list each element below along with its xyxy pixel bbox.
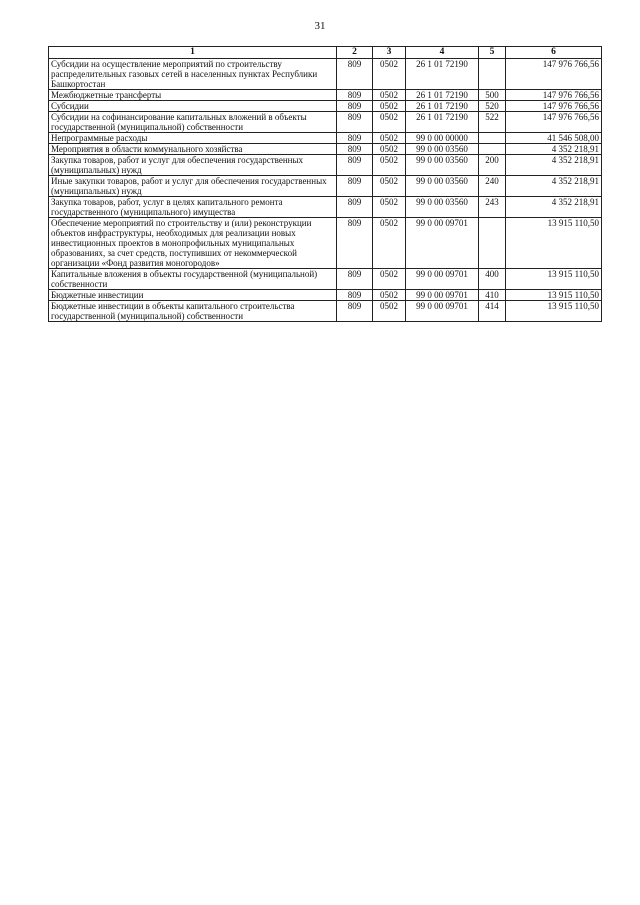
cell-department: 809 <box>337 59 373 90</box>
cell-section: 0502 <box>373 155 406 176</box>
cell-section: 0502 <box>373 112 406 133</box>
cell-department: 809 <box>337 176 373 197</box>
cell-expense-type: 400 <box>479 269 506 290</box>
cell-department: 809 <box>337 90 373 101</box>
cell-target-article: 99 0 00 03560 <box>406 155 479 176</box>
cell-section: 0502 <box>373 218 406 269</box>
table-row <box>49 90 602 101</box>
cell-name: Субсидии <box>49 101 337 112</box>
cell-section: 0502 <box>373 90 406 101</box>
cell-name: Закупка товаров, работ и услуг для обеспечения государственных (муниципальных) нужд <box>49 155 337 176</box>
cell-section: 0502 <box>373 290 406 301</box>
cell-expense-type: 522 <box>479 112 506 133</box>
cell-name: Субсидии на осуществление мероприятий по строительству распределительных газовых сетей в населенных пунктах Республики Башкортостан <box>49 59 337 90</box>
cell-target-article: 99 0 00 09701 <box>406 218 479 269</box>
cell-name: Межбюджетные трансферты <box>49 90 337 101</box>
cell-expense-type <box>479 218 506 269</box>
cell-target-article: 26 1 01 72190 <box>406 112 479 133</box>
cell-department: 809 <box>337 112 373 133</box>
cell-amount: 147 976 766,56 <box>506 59 602 90</box>
header-col-5: 5 <box>479 47 506 59</box>
cell-department: 809 <box>337 101 373 112</box>
cell-name: Закупка товаров, работ, услуг в целях капитального ремонта государственного (муниципального) имущества <box>49 197 337 218</box>
table-row <box>49 101 602 112</box>
cell-expense-type: 240 <box>479 176 506 197</box>
cell-expense-type <box>479 144 506 155</box>
cell-amount: 13 915 110,50 <box>506 218 602 269</box>
cell-amount: 4 352 218,91 <box>506 176 602 197</box>
cell-section: 0502 <box>373 101 406 112</box>
page-number: 31 <box>314 20 326 32</box>
cell-target-article: 99 0 00 03560 <box>406 197 479 218</box>
cell-department: 809 <box>337 133 373 144</box>
table-row <box>49 197 602 218</box>
cell-amount: 147 976 766,56 <box>506 101 602 112</box>
cell-target-article: 99 0 00 03560 <box>406 176 479 197</box>
table-row <box>49 290 602 301</box>
header-col-6: 6 <box>506 47 602 59</box>
cell-department: 809 <box>337 218 373 269</box>
table-row <box>49 218 602 269</box>
cell-target-article: 99 0 00 03560 <box>406 144 479 155</box>
cell-department: 809 <box>337 269 373 290</box>
cell-department: 809 <box>337 144 373 155</box>
cell-expense-type: 200 <box>479 155 506 176</box>
header-col-3: 3 <box>373 47 406 59</box>
cell-section: 0502 <box>373 59 406 90</box>
cell-section: 0502 <box>373 269 406 290</box>
cell-amount: 147 976 766,56 <box>506 112 602 133</box>
cell-amount: 4 352 218,91 <box>506 155 602 176</box>
cell-amount: 13 915 110,50 <box>506 290 602 301</box>
cell-amount: 147 976 766,56 <box>506 90 602 101</box>
cell-expense-type <box>479 133 506 144</box>
cell-amount: 13 915 110,50 <box>506 301 602 322</box>
header-col-1: 1 <box>49 47 337 59</box>
table-row <box>49 144 602 155</box>
cell-name: Непрограммные расходы <box>49 133 337 144</box>
cell-expense-type: 243 <box>479 197 506 218</box>
header-col-4: 4 <box>406 47 479 59</box>
cell-expense-type: 414 <box>479 301 506 322</box>
table-row <box>49 176 602 197</box>
cell-section: 0502 <box>373 144 406 155</box>
budget-table <box>48 46 602 322</box>
cell-amount: 41 546 508,00 <box>506 133 602 144</box>
cell-expense-type: 410 <box>479 290 506 301</box>
cell-name: Капитальные вложения в объекты государственной (муниципальной) собственности <box>49 269 337 290</box>
cell-name: Мероприятия в области коммунального хозяйства <box>49 144 337 155</box>
cell-name: Субсидии на софинансирование капитальных вложений в объекты государственной (муниципальной) собственности <box>49 112 337 133</box>
cell-target-article: 26 1 01 72190 <box>406 101 479 112</box>
table-row <box>49 301 602 322</box>
cell-expense-type: 520 <box>479 101 506 112</box>
table-row <box>49 59 602 90</box>
cell-amount: 4 352 218,91 <box>506 197 602 218</box>
cell-section: 0502 <box>373 197 406 218</box>
cell-department: 809 <box>337 197 373 218</box>
cell-name: Обеспечение мероприятий по строительству и (или) реконструкции объектов инфраструктуры, необходимых для реализации новых инвестиционных проектов в монопрофильных муниципальных образованиях, за счет средств, поступивших от некоммерческой организации «Фонд развития моногородов» <box>49 218 337 269</box>
cell-section: 0502 <box>373 133 406 144</box>
table-header-row <box>49 47 602 59</box>
table-row <box>49 155 602 176</box>
cell-name: Бюджетные инвестиции в объекты капитального строительства государственной (муниципальной) собственности <box>49 301 337 322</box>
cell-target-article: 99 0 00 00000 <box>406 133 479 144</box>
cell-target-article: 26 1 01 72190 <box>406 90 479 101</box>
cell-name: Иные закупки товаров, работ и услуг для обеспечения государственных (муниципальных) нужд <box>49 176 337 197</box>
cell-name: Бюджетные инвестиции <box>49 290 337 301</box>
cell-amount: 13 915 110,50 <box>506 269 602 290</box>
cell-section: 0502 <box>373 301 406 322</box>
cell-expense-type <box>479 59 506 90</box>
table-row <box>49 133 602 144</box>
header-col-2: 2 <box>337 47 373 59</box>
table-row <box>49 269 602 290</box>
cell-department: 809 <box>337 155 373 176</box>
cell-target-article: 99 0 00 09701 <box>406 301 479 322</box>
cell-department: 809 <box>337 301 373 322</box>
cell-target-article: 99 0 00 09701 <box>406 269 479 290</box>
cell-target-article: 99 0 00 09701 <box>406 290 479 301</box>
table-row <box>49 112 602 133</box>
cell-expense-type: 500 <box>479 90 506 101</box>
cell-target-article: 26 1 01 72190 <box>406 59 479 90</box>
cell-department: 809 <box>337 290 373 301</box>
cell-amount: 4 352 218,91 <box>506 144 602 155</box>
cell-section: 0502 <box>373 176 406 197</box>
